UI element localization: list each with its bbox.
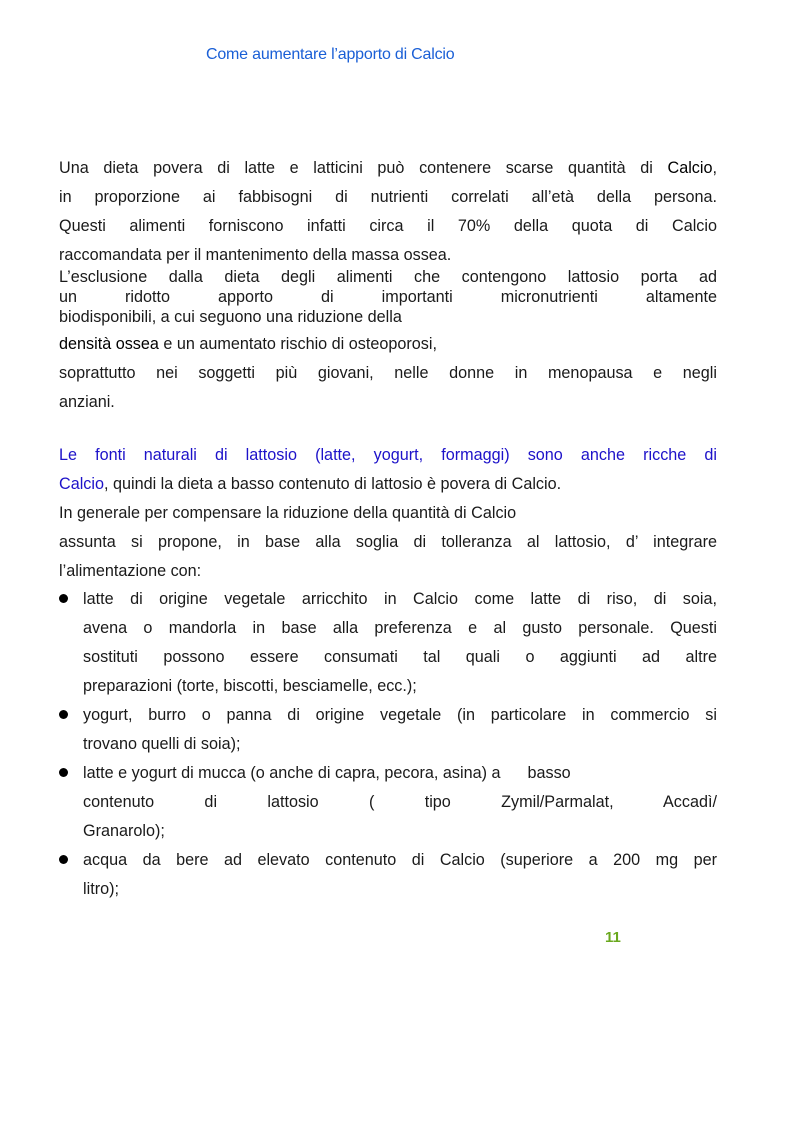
paragraph-exclusion	[59, 267, 717, 327]
text-span: Una dieta povera di latte e latticini può contenere scarse quantità di	[59, 159, 653, 177]
bullet-list	[59, 585, 717, 904]
text-line: acqua da bere ad elevato contenuto di Calcio (superiore a 200 mg per	[83, 851, 717, 869]
text-line: raccomandata per il mantenimento della massa ossea.	[59, 246, 452, 264]
text-line: preparazioni (torte, biscotti, besciamelle, ecc.);	[83, 677, 417, 695]
text-line: yogurt, burro o panna di origine vegetale (in particolare in commercio si	[83, 706, 717, 724]
paragraph-sources	[59, 441, 717, 586]
text-line: trovano quelli di soia);	[83, 735, 241, 753]
text-line: sostituti possono essere consumati tal quali o aggiunti ad altre	[83, 648, 717, 666]
bullet-icon	[59, 855, 68, 864]
text-line: assunta si propone, in base alla soglia di tolleranza al lattosio, d’ integrare	[59, 533, 717, 551]
text-line: avena o mandorla in base alla preferenza e al gusto personale. Questi	[83, 619, 717, 637]
calcio-highlight: Calcio	[59, 475, 104, 493]
text-line: Granarolo);	[83, 822, 165, 840]
text-line	[59, 330, 717, 359]
text-line: L’esclusione dalla dieta degli alimenti che contengono lattosio porta ad	[59, 268, 717, 286]
text-line	[59, 470, 717, 499]
text-line: latte di origine vegetale arricchito in Calcio come latte di riso, di soia,	[83, 590, 717, 608]
text-line: latte e yogurt di mucca (o anche di capra, pecora, asina) a basso	[83, 764, 571, 782]
list-item	[59, 846, 717, 904]
bone-density-term: densità ossea	[59, 335, 159, 353]
text-span: e un aumentato rischio di osteoporosi,	[158, 335, 437, 353]
bullet-icon	[59, 710, 68, 719]
text-line: Questi alimenti forniscono infatti circa il 70% della quota di Calcio	[59, 217, 717, 235]
text-span: , quindi la dieta a basso contenuto di lattosio è povera di Calcio.	[103, 475, 562, 493]
bullet-icon	[59, 594, 68, 603]
paragraph-intro	[59, 154, 717, 270]
text-line: l’alimentazione con:	[59, 562, 202, 580]
text-line: biodisponibili, a cui seguono una riduzione della	[59, 308, 402, 326]
text-line: litro);	[83, 880, 119, 898]
page-title: Come aumentare l’apporto di Calcio	[206, 46, 455, 63]
calcio-term: Calcio	[667, 159, 713, 177]
text-line: in proporzione ai fabbisogni di nutrienti correlati all’età della persona.	[59, 188, 717, 206]
page-number: 11	[605, 929, 621, 946]
highlight-line: Le fonti naturali di lattosio (latte, yogurt, formaggi) sono anche ricche di	[59, 446, 717, 464]
paragraph-bone-density	[59, 330, 717, 417]
text-line: un ridotto apporto di importanti micronutrienti altamente	[59, 288, 717, 306]
bullet-icon	[59, 768, 68, 777]
list-item	[59, 759, 717, 846]
text-line: anziani.	[59, 393, 115, 411]
list-item	[59, 585, 717, 701]
text-line: contenuto di lattosio ( tipo Zymil/Parmalat, Accadì/	[83, 793, 717, 811]
list-item	[59, 701, 717, 759]
text-line	[59, 154, 717, 183]
text-line: soprattutto nei soggetti più giovani, nelle donne in menopausa e negli	[59, 364, 717, 382]
text-line: In generale per compensare la riduzione della quantità di Calcio	[59, 504, 517, 522]
text-span: ,	[712, 159, 717, 177]
